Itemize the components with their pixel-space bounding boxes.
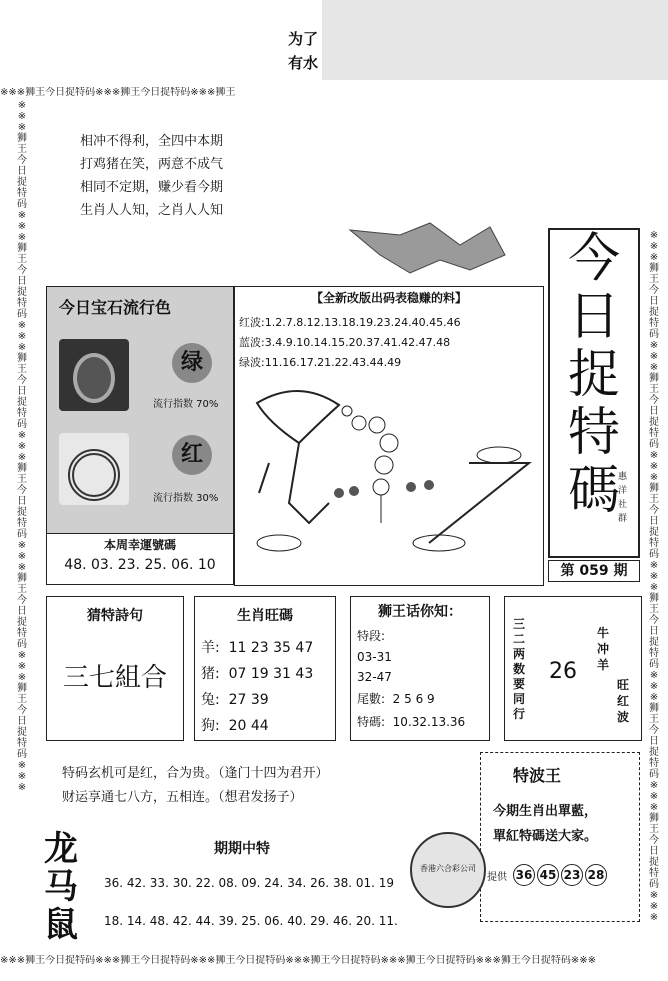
zodiac-box	[194, 596, 336, 741]
title-char: 捉	[567, 345, 620, 405]
gem-image-2	[59, 433, 129, 505]
wave-panel	[234, 286, 544, 586]
border-left: ※※※狮王今日捉特码※※※狮王今日捉特码※※※狮王今日捉特码※※※狮王今日捉特码※※※狮王今日捉特码※※※狮王今日捉特码※※※	[17, 100, 27, 793]
poem-line: 生肖人人知，之肖人人知	[80, 203, 224, 218]
lion-row: 特段:	[357, 629, 386, 643]
wave-panel-title: 【全新改版出码表稳赚的料】	[310, 291, 467, 305]
zodiac-row: 狗: 20 44	[201, 718, 269, 734]
number-ball: 28	[585, 864, 607, 886]
bottom-side-label: 龙马鼠	[44, 829, 78, 945]
king-box-title: 特波王	[513, 766, 562, 785]
poem-line: 相同不定期，赚少看今期	[80, 180, 224, 195]
number-ball: 23	[561, 864, 583, 886]
spiral-ring-icon	[68, 449, 120, 501]
lion-row: 32-47	[357, 670, 392, 684]
title-char: 特	[567, 403, 620, 463]
lucky-numbers-box	[46, 533, 234, 585]
king-box	[480, 752, 640, 922]
poem-line: 相冲不得利，全四中本期	[80, 134, 224, 149]
poem-box-text: 三七組合	[62, 663, 167, 693]
gem-image-1	[59, 339, 129, 411]
provide-label: 提供	[487, 871, 507, 883]
right-column-1: 牛冲羊	[597, 626, 610, 672]
green-wave: 绿波:11.16.17.21.22.43.44.49	[239, 356, 402, 369]
mystery-block	[62, 762, 329, 810]
border-right: ※※※狮王今日捉特码※※※狮王今日捉特码※※※狮王今日捉特码※※※狮王今日捉特码※※※狮王今日捉特码※※※狮王今日捉特码※※※	[649, 230, 659, 923]
mystery-line: 财运享通七八方，五相连。（想君发扬子）	[62, 790, 303, 805]
bottom-title: 期期中特	[214, 841, 270, 857]
title-side-label: 惠 洋 社 群	[618, 472, 628, 524]
bird-sketch-illustration	[239, 383, 539, 583]
seal-text: 香港六合彩公司	[420, 864, 476, 873]
gem-panel	[46, 286, 234, 541]
bottom-row-2: 18. 14. 48. 42. 44. 39. 25. 06. 40. 29. 46. 20. 11.	[104, 914, 398, 928]
zodiac-row: 兔: 27 39	[201, 692, 269, 708]
lucky-numbers: 48. 03. 23. 25. 06. 10	[64, 557, 216, 573]
border-top: ※※※狮王今日捉特码※※※狮王今日捉特码※※※狮王	[0, 87, 236, 98]
blue-wave: 蓝波:3.4.9.10.14.15.20.37.41.42.47.48	[239, 336, 451, 349]
popularity-index-2: 流行指数 30%	[153, 493, 219, 504]
zodiac-box-title: 生肖旺碼	[237, 608, 293, 624]
company-seal	[410, 832, 486, 908]
color-badge-2: 红	[172, 435, 212, 475]
lion-box	[350, 596, 490, 741]
poem-line: 打鸡猪在笑，两意不成气	[80, 157, 224, 172]
zodiac-row: 羊: 11 23 35 47	[201, 640, 314, 656]
mystery-line: 特码玄机可是红，合为贵。（逢门十四为君开）	[62, 766, 329, 781]
gem-panel-title: 今日宝石流行色	[59, 298, 172, 317]
right-info-box	[504, 596, 642, 741]
king-line-2: 單紅特碼送大家。	[493, 829, 598, 844]
right-column-2: 旺红波	[617, 678, 630, 724]
right-left-column: 三二两数要同行	[513, 617, 526, 721]
king-balls-row	[487, 864, 639, 886]
gem-ring-icon	[73, 353, 115, 403]
red-wave: 红波:1.2.7.8.12.13.18.19.23.24.40.45.46	[239, 316, 461, 329]
zodiac-row: 猪: 07 19 31 43	[201, 666, 314, 682]
number-ball: 36	[513, 864, 535, 886]
header-gray-bar	[322, 0, 668, 80]
lucky-title: 本周幸運號碼	[103, 538, 176, 552]
poem-block	[80, 130, 223, 222]
header-line-2: 有水	[288, 54, 319, 72]
number-ball: 45	[537, 864, 559, 886]
lion-row: 尾數: 2 5 6 9	[357, 692, 435, 706]
popularity-index-1: 流行指数 70%	[153, 399, 219, 410]
poem-box	[46, 596, 184, 741]
title-char: 日	[567, 287, 620, 347]
lion-box-title: 狮王话你知：	[378, 604, 462, 620]
color-badge-1: 绿	[172, 343, 212, 383]
king-line-1: 今期生肖出單藍，	[493, 804, 598, 819]
torn-paper-decoration	[340, 215, 510, 275]
right-center-number: 26	[549, 659, 577, 684]
issue-number: 第 059 期	[548, 560, 640, 582]
lion-row: 03-31	[357, 650, 392, 664]
poem-box-title: 猜特詩句	[87, 608, 143, 624]
title-char: 碼	[567, 461, 620, 521]
bottom-row-1: 36. 42. 33. 30. 22. 08. 09. 24. 34. 26. 38. 01. 19	[104, 876, 395, 890]
lion-row: 特碼: 10.32.13.36	[357, 715, 466, 729]
border-bottom: ※※※狮王今日捉特码※※※狮王今日捉特码※※※狮王今日捉特码※※※狮王今日捉特码※※※狮王今日捉特码※※※狮王今日捉特码※※※	[0, 955, 596, 966]
header-line-1: 为了	[288, 30, 319, 48]
title-char: 今	[567, 229, 620, 289]
